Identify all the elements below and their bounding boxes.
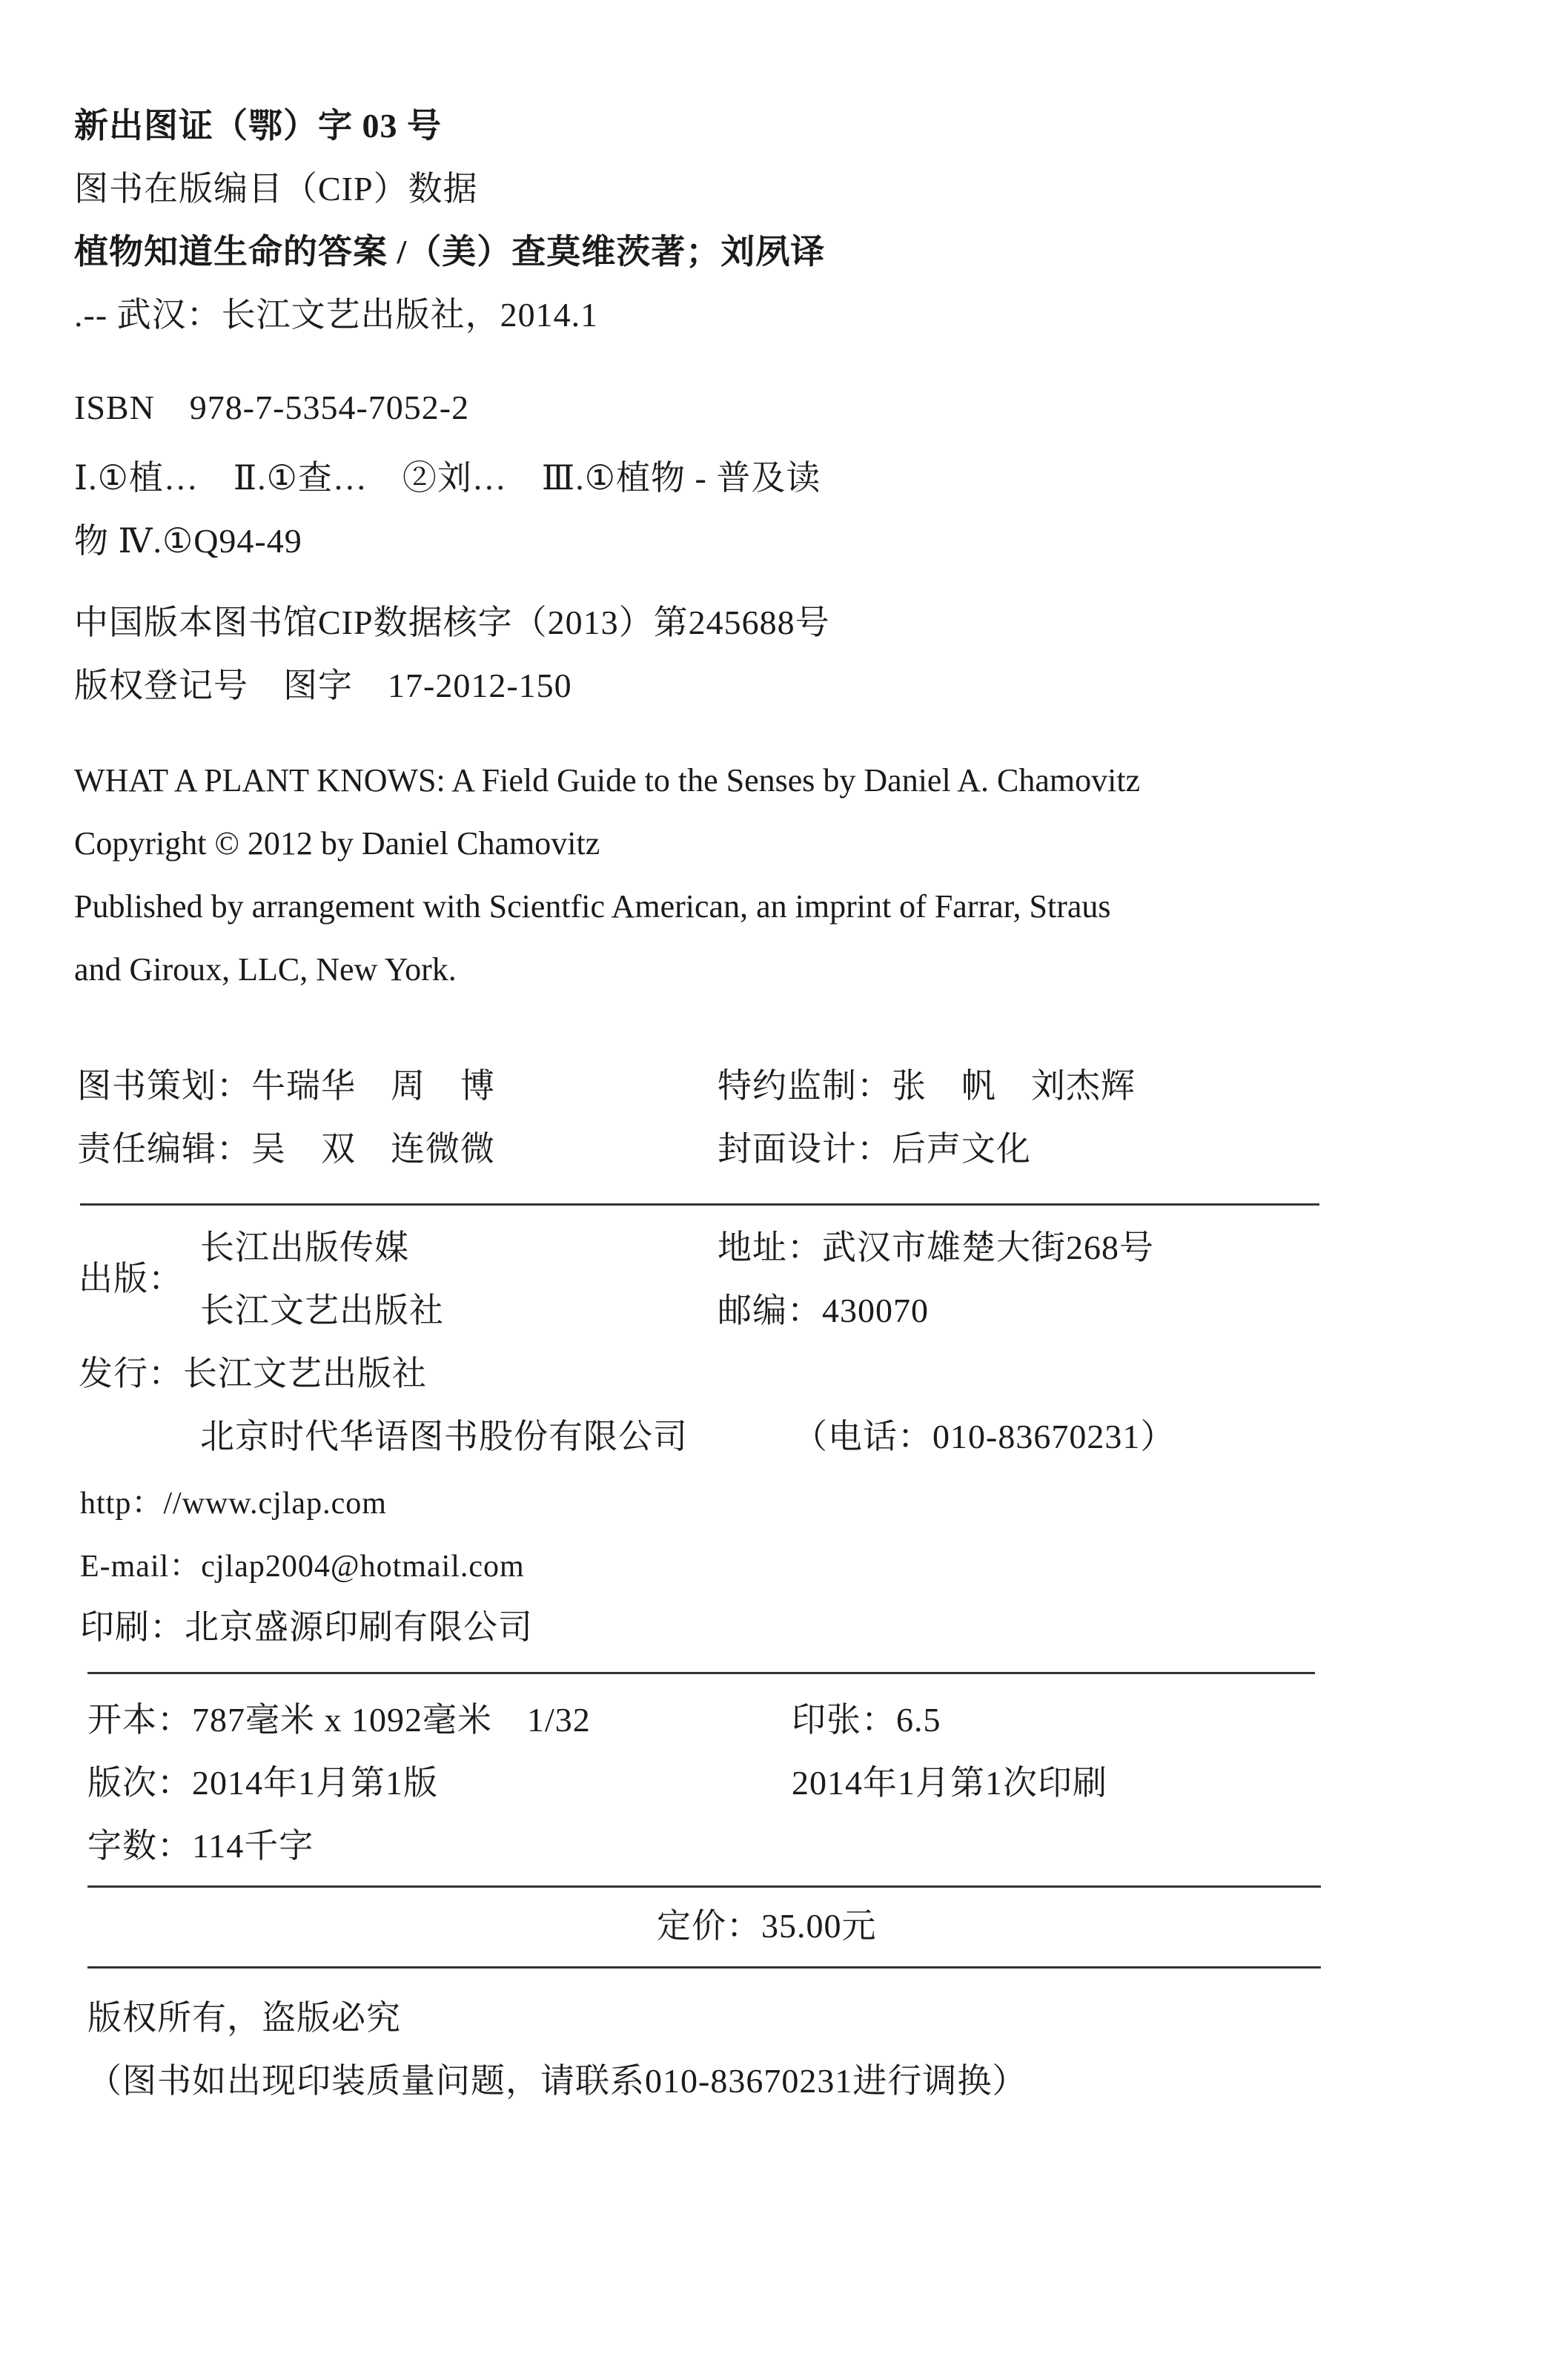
quality-notice: （图书如出现印装质量问题，请联系010-83670231进行调换） (87, 2062, 1027, 2100)
spec-sheets: 印张：6.5 (792, 1701, 941, 1739)
spec-edition: 版次：2014年1月第1版 (87, 1764, 438, 1802)
cip-title-line: 植物知道生命的答案 /（美）查莫维茨著；刘夙译 (74, 233, 826, 271)
publisher-postcode: 邮编：430070 (718, 1292, 929, 1329)
publisher-address: 地址：武汉市雄楚大街268号 (718, 1229, 1154, 1266)
original-published-by: Published by arrangement with Scientfic American, an imprint of Farrar, Straus (74, 888, 1111, 925)
rights-reserved: 版权所有，盗版必究 (87, 1999, 401, 2037)
distributor-2: 北京时代华语图书股份有限公司 (200, 1418, 688, 1455)
divider (87, 1885, 1321, 1888)
credit-editor: 责任编辑：吴 双 连微微 (77, 1130, 495, 1168)
distributor-1: 发行：长江文艺出版社 (79, 1355, 427, 1392)
spec-format: 开本：787毫米 x 1092毫米 1/32 (87, 1701, 591, 1739)
divider (87, 1672, 1315, 1674)
classification-line-2: 物 Ⅳ.①Q94-49 (74, 522, 302, 560)
publisher-label: 出版： (79, 1260, 183, 1298)
original-published-by-cont: and Giroux, LLC, New York. (74, 951, 457, 988)
isbn: ISBN 978-7-5354-7052-2 (74, 389, 470, 426)
divider (87, 1966, 1321, 1969)
cip-publication-line: .-- 武汉：长江文艺出版社，2014.1 (74, 296, 599, 334)
cip-number: 中国版本图书馆CIP数据核字（2013）第245688号 (74, 604, 830, 641)
credit-planner: 图书策划：牛瑞华 周 博 (77, 1067, 495, 1105)
email: E-mail：cjlap2004@hotmail.com (80, 1550, 525, 1584)
distributor-phone: （电话：010-83670231） (793, 1418, 1176, 1455)
spec-printing: 2014年1月第1次印刷 (792, 1764, 1107, 1802)
classification-line-1: Ⅰ.①植… Ⅱ.①查… ②刘… Ⅲ.①植物 - 普及读 (74, 459, 821, 497)
original-title: WHAT A PLANT KNOWS: A Field Guide to the Senses by Daniel A. Chamovitz (74, 762, 1141, 799)
website: http：//www.cjlap.com (80, 1487, 387, 1521)
printer: 印刷：北京盛源印刷有限公司 (80, 1608, 533, 1646)
divider (80, 1203, 1319, 1206)
credit-supervisor: 特约监制：张 帆 刘杰辉 (718, 1067, 1136, 1105)
publisher-name-2: 长江文艺出版社 (200, 1292, 444, 1329)
cip-heading: 图书在版编目（CIP）数据 (74, 170, 478, 208)
credit-cover-design: 封面设计：后声文化 (718, 1130, 1031, 1168)
price: 定价：35.00元 (657, 1907, 877, 1945)
license-line: 新出图证（鄂）字 03 号 (74, 107, 442, 145)
copyright-registration: 版权登记号 图字 17-2012-150 (74, 667, 572, 704)
original-copyright: Copyright © 2012 by Daniel Chamovitz (74, 825, 600, 862)
publisher-name-1: 长江出版传媒 (200, 1229, 409, 1266)
spec-word-count: 字数：114千字 (87, 1827, 314, 1865)
